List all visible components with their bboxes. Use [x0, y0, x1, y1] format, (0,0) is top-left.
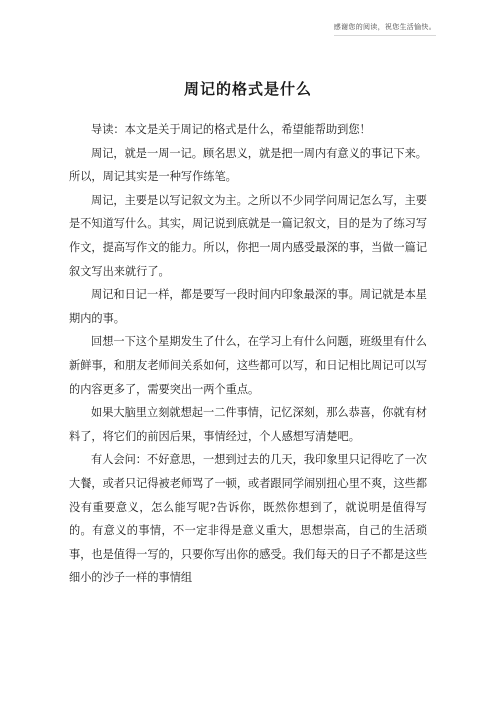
paragraph: 如果大脑里立刻就想起一二件事情，记忆深刻，那么恭喜，你就有材料了，将它们的前因后果，事情经过，个人感想写清楚吧。 — [69, 406, 427, 443]
paragraph-intro: 导读：本文是关于周记的格式是什么，希望能帮助到您！ — [91, 123, 371, 136]
paragraph: 周记，主要是以写记叙文为主。之所以不少同学问周记怎么写，主要是不知道写什么。其实，周记说到底就是一篇记叙文，目的是为了练习写作文，提高写作文的能力。所以，你把一周内感受最深的事，当做一篇记叙文写出来就行了。 — [69, 193, 428, 278]
paragraph: 周记和日记一样，都是要写一段时间内印象最深的事。周记就是本星期内的事。 — [69, 288, 427, 325]
header-note: 感谢您的阅读，祝您生活愉快。 — [334, 22, 436, 36]
paragraph: 有人会问：不好意思，一想到过去的几天，我印象里只记得吃了一次大餐，或者只记得被老师骂了一顿，或者跟同学闹别扭心里不爽，这些都没有重要意义，怎么能写呢?告诉你，既然你想到了，就说明是值得写的。有意义的事情，不一定非得是意义重大，思想崇高，自己的生活琐事，也是值得一写的，只要你写出你的感受。我们每天的日子不都是这些细小的沙子一样的事情组 — [69, 453, 428, 585]
paragraph: 回想一下这个星期发生了什么，在学习上有什么问题，班级里有什么新鲜事，和朋友老师间关系如何，这些都可以写，和日记相比周记可以写的内容更多了，需要突出一两个重点。 — [69, 335, 428, 396]
document-body — [69, 118, 427, 590]
document-title: 周记的格式是什么 — [183, 80, 312, 98]
paragraph: 周记，就是一周一记。顾名思义，就是把一周内有意义的事记下来。所以，周记其实是一种写作练笔。 — [69, 146, 427, 184]
